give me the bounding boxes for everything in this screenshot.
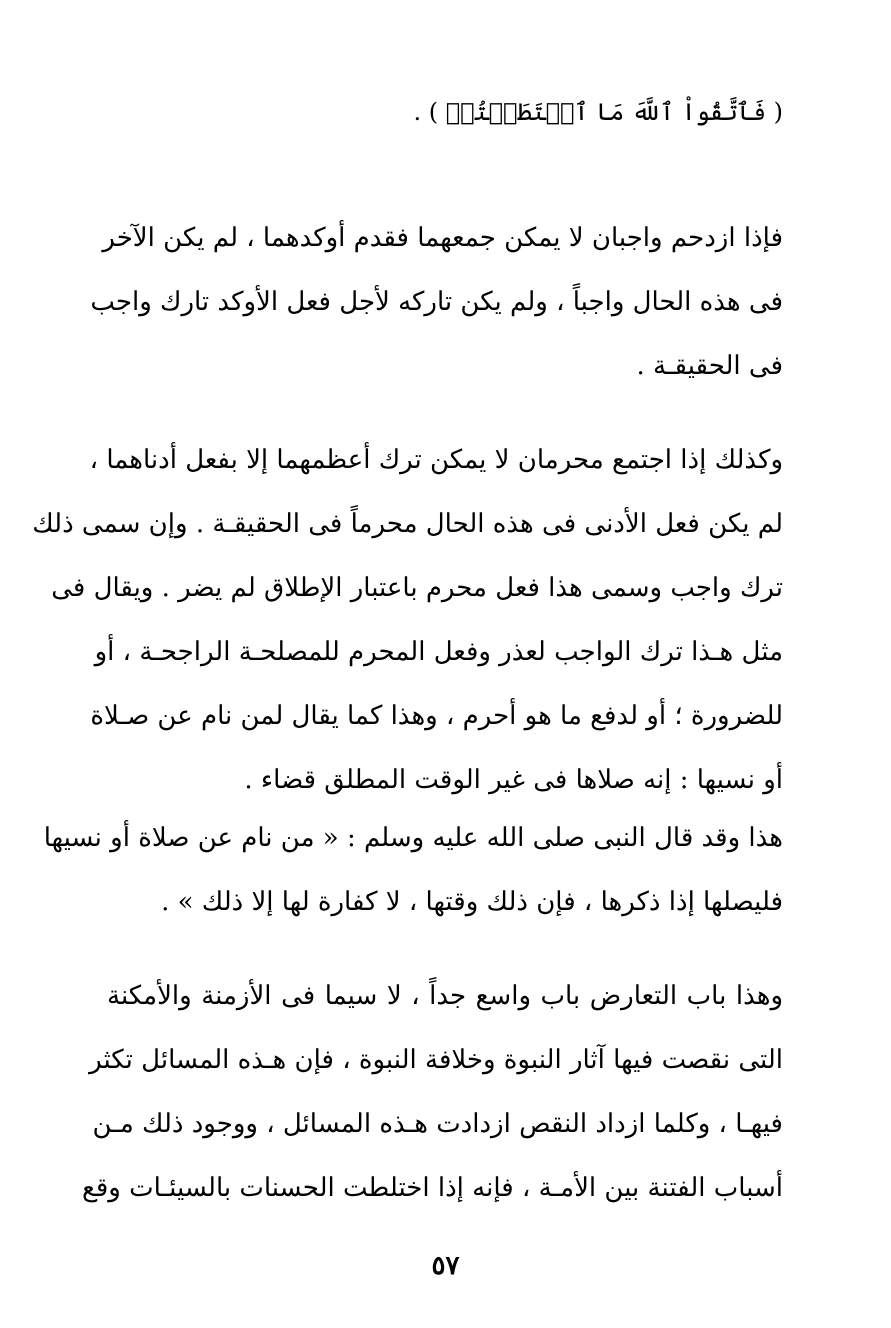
text-line: هذا وقد قال النبى صلى الله عليه وسلم : « من نام عن صلاة أو نسيها <box>43 823 783 853</box>
text-line: أسباب الفتنة بين الأمـة ، فإنه إذا اختلطت الحسنات بالسيئـات وقع <box>82 1173 783 1203</box>
text-line: مثل هـذا ترك الواجب لعذر وفعل المحرم للمصلحـة الراجحـة ، أو <box>94 637 783 667</box>
text-line: التى نقصت فيها آثار النبوة وخلافة النبوة ، فإن هـذه المسائل تكثر <box>89 1045 783 1075</box>
text-line: فيهـا ، وكلما ازداد النقص ازدادت هـذه المسائل ، ووجود ذلك مـن <box>92 1109 783 1139</box>
paragraph-2 <box>32 428 783 812</box>
paragraph-1 <box>90 206 783 398</box>
paragraph-3 <box>43 806 783 934</box>
paragraph-4 <box>82 964 783 1220</box>
page-number: ٥٧ <box>431 1251 460 1281</box>
text-line: للضرورة ؛ أو لدفع ما هو أحرم ، وهذا كما يقال لمن نام عن صـلاة <box>90 701 783 731</box>
text-line: وكذلك إذا اجتمع محرمان لا يمكن ترك أعظمهما إلا بفعل أدناهما ، <box>89 445 783 475</box>
text-line: لم يكن فعل الأدنى فى هذه الحال محرماً فى الحقيقـة . وإن سمى ذلك <box>32 509 783 539</box>
text-line: فى هذه الحال واجباً ، ولم يكن تاركه لأجل فعل الأوكد تارك واجب <box>90 287 783 317</box>
text-line: فإذا ازدحم واجبان لا يمكن جمعهما فقدم أوكدهما ، لم يكن الآخر <box>102 223 783 253</box>
quran-verse: ( فَٱتَّقُواْ ٱللَّهَ مَا ٱسۡتَطَعۡتُمۡ ) . <box>413 98 783 126</box>
text-line: وهذا باب التعارض باب واسع جداً ، لا سيما فى الأزمنة والأمكنة <box>107 981 783 1011</box>
text-line: فليصلها إذا ذكرها ، فإن ذلك وقتها ، لا كفارة لها إلا ذلك » . <box>161 887 783 917</box>
text-line: ترك واجب وسمى هذا فعل محرم باعتبار الإطلاق لم يضر . ويقال فى <box>51 573 783 603</box>
text-line: فى الحقيقـة . <box>636 351 783 381</box>
text-line: أو نسيها : إنه صلاها فى غير الوقت المطلق قضاء . <box>244 765 783 795</box>
